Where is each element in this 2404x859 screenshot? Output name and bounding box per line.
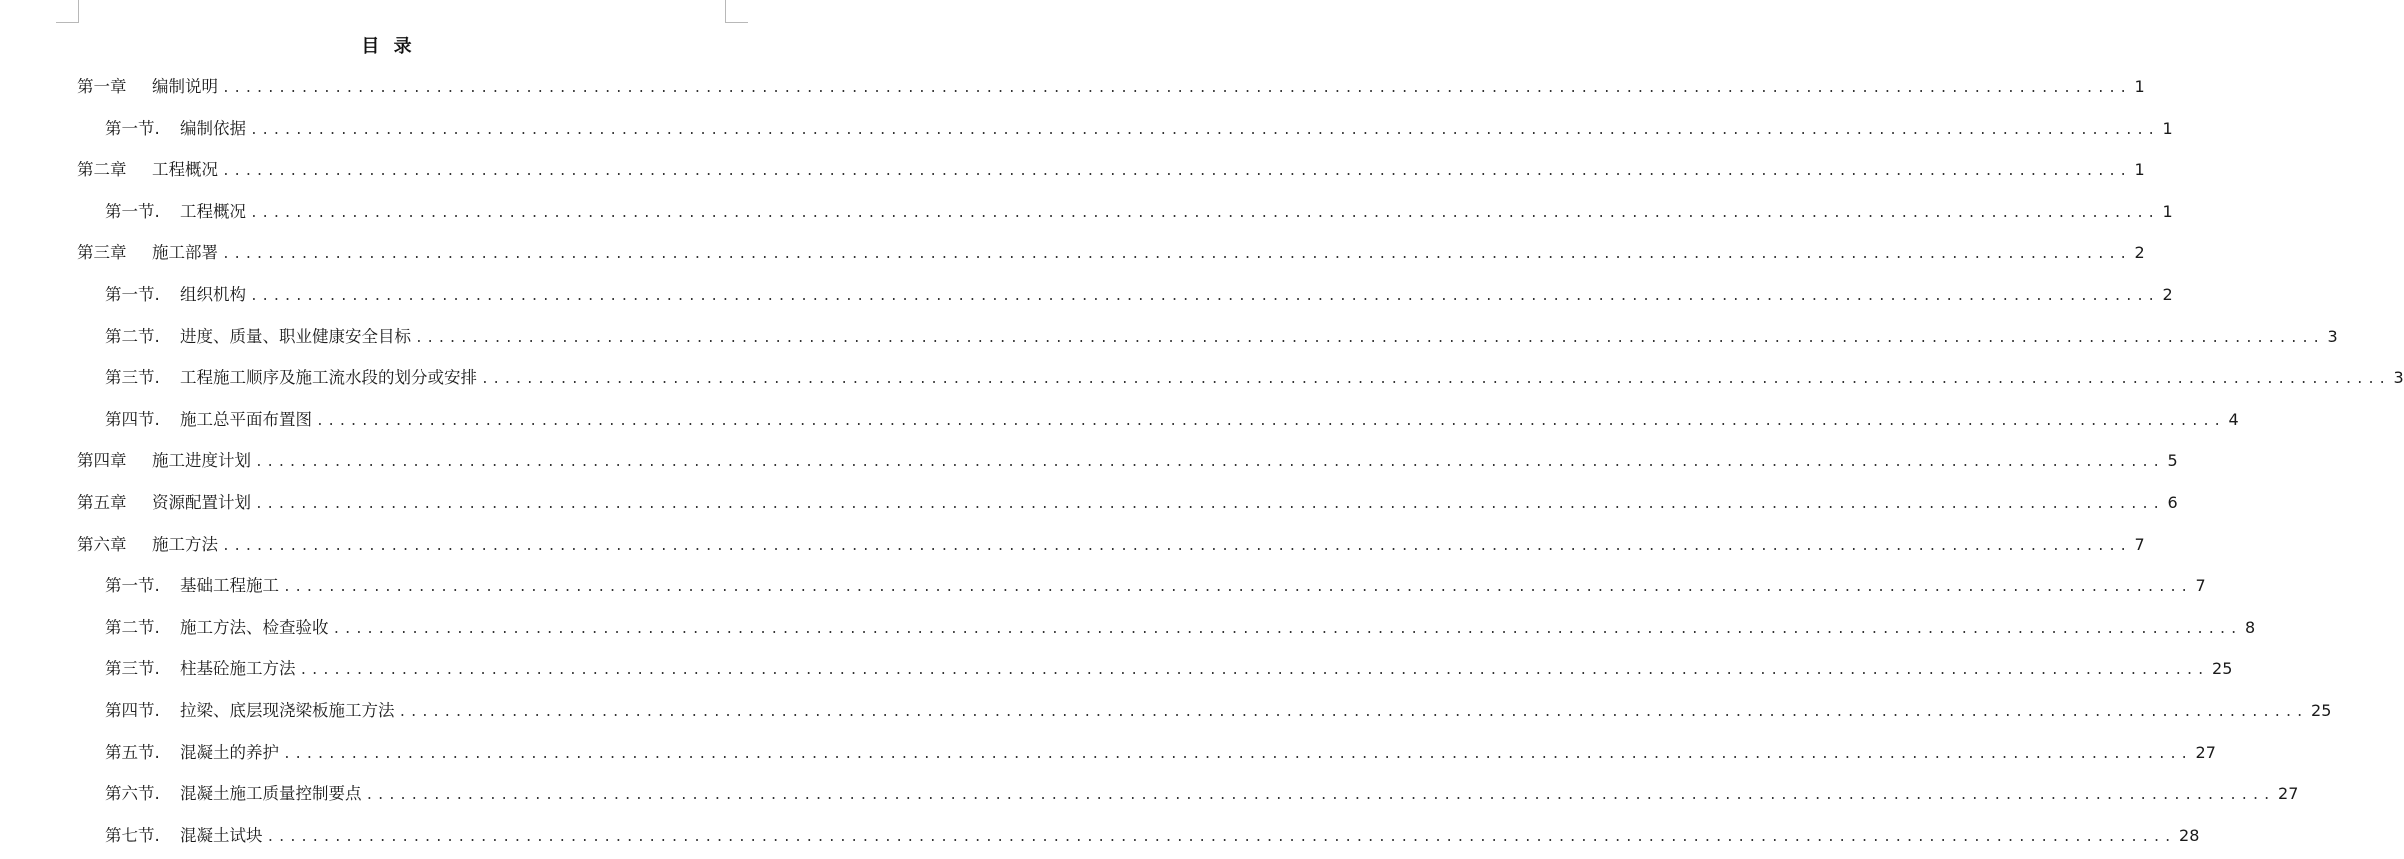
toc-entry-number: 第三章	[77, 243, 127, 263]
toc-entry-title: 工程概况	[180, 201, 246, 221]
toc-dot-leader: ..........................................................................................................................................................................	[283, 746, 2192, 762]
toc-entry-number: 第一节.	[105, 576, 160, 596]
toc-entry-number: 第四节.	[105, 409, 160, 429]
toc-entry-number: 第一章	[77, 77, 127, 96]
toc-dot-leader: ..........................................................................................................................................................................	[266, 829, 2176, 845]
toc-entry-title: 拉梁、底层现浇梁板施工方法	[180, 701, 395, 720]
toc-entry-number: 第二节.	[105, 617, 160, 637]
toc-page-number: 28	[2179, 825, 2200, 845]
toc-entry[interactable]	[105, 316, 2338, 358]
toc-page-number: 1	[2162, 118, 2173, 138]
toc-entry[interactable]	[77, 440, 2178, 482]
page-corner-mark-right	[725, 0, 748, 23]
toc-entry[interactable]	[105, 732, 2216, 774]
toc-entry-number: 第三节.	[105, 659, 160, 679]
toc-dot-leader: ..........................................................................................................................................................................	[398, 705, 2308, 720]
toc-entry-title: 混凝土的养护	[180, 742, 279, 762]
toc-dot-leader: ..........................................................................................................................................................................	[316, 413, 2225, 429]
toc-entry[interactable]	[77, 66, 2145, 108]
toc-entry-number: 第二章	[77, 160, 127, 180]
toc-dot-leader: ..........................................................................................................................................................................	[250, 289, 2159, 304]
toc-entry[interactable]	[105, 108, 2173, 150]
toc-entry[interactable]	[77, 482, 2178, 524]
toc-entry[interactable]	[105, 773, 2299, 815]
toc-entry[interactable]	[105, 191, 2173, 233]
toc-page-number: 6	[2167, 493, 2178, 512]
toc-dot-leader: ..........................................................................................................................................................................	[365, 788, 2275, 804]
toc-entry-number: 第一节.	[105, 118, 160, 138]
toc-entry[interactable]	[105, 815, 2200, 857]
toc-page-number: 1	[2162, 201, 2173, 221]
toc-entry-number: 第四节.	[105, 701, 160, 720]
toc-entry-title: 资源配置计划	[152, 493, 251, 512]
toc-dot-leader: ..........................................................................................................................................................................	[255, 455, 2164, 471]
toc-dot-leader: ..........................................................................................................................................................................	[332, 621, 2242, 637]
toc-entry-title: 工程概况	[152, 160, 218, 180]
toc-entry[interactable]	[77, 232, 2145, 274]
toc-dot-leader: ..........................................................................................................................................................................	[222, 81, 2131, 96]
toc-entry-title: 组织机构	[180, 285, 246, 304]
toc-entry-title: 编制依据	[180, 118, 246, 138]
toc-entry-number: 第三节.	[105, 368, 160, 388]
toc-page-number: 27	[2278, 784, 2299, 804]
toc-entry-number: 第一节.	[105, 285, 160, 304]
toc-entry[interactable]	[77, 149, 2145, 191]
toc-entry-title: 混凝土施工质量控制要点	[180, 784, 362, 804]
toc-entry-number: 第六章	[77, 534, 127, 554]
page-corner-mark-left	[56, 0, 79, 23]
toc-dot-leader: ..........................................................................................................................................................................	[415, 330, 2324, 346]
toc-entry-title: 基础工程施工	[180, 576, 279, 596]
toc-entry-title: 混凝土试块	[180, 825, 263, 845]
toc-page-number: 25	[2212, 659, 2233, 679]
toc-entry-title: 施工方法、检查验收	[180, 617, 329, 637]
toc-page-number: 25	[2311, 701, 2332, 720]
toc-entry[interactable]	[105, 565, 2206, 607]
toc-dot-leader: ..........................................................................................................................................................................	[222, 164, 2131, 180]
toc-entry-title: 工程施工顺序及施工流水段的划分或安排	[180, 368, 477, 388]
toc-page-number: 1	[2134, 77, 2145, 96]
toc-entry-title: 施工方法	[152, 534, 218, 554]
toc-entry[interactable]	[77, 524, 2145, 566]
toc-page-number: 2	[2162, 285, 2173, 304]
toc-page-number: 5	[2167, 451, 2178, 471]
toc-page-number: 27	[2195, 742, 2216, 762]
toc-entry[interactable]	[105, 274, 2173, 316]
toc-entry-title: 施工进度计划	[152, 451, 251, 471]
toc-entry[interactable]	[105, 690, 2332, 732]
toc-dot-leader: ..........................................................................................................................................................................	[222, 247, 2131, 263]
toc-entry[interactable]	[105, 648, 2233, 690]
toc-page-number: 3	[2393, 368, 2404, 388]
toc-dot-leader: ..........................................................................................................................................................................	[250, 122, 2159, 138]
toc-entry-number: 第七节.	[105, 825, 160, 845]
toc-page-number: 7	[2195, 576, 2206, 596]
toc-entry-number: 第五节.	[105, 742, 160, 762]
toc-entry[interactable]	[105, 607, 2256, 649]
toc-entry-number: 第一节.	[105, 201, 160, 221]
toc-dot-leader: ..........................................................................................................................................................................	[299, 663, 2209, 679]
toc-entry-title: 施工总平面布置图	[180, 409, 312, 429]
toc-entry[interactable]	[105, 357, 2404, 399]
toc-page-number: 7	[2134, 534, 2145, 554]
toc-dot-leader: ..........................................................................................................................................................................	[283, 580, 2192, 596]
toc-entry-number: 第二节.	[105, 326, 160, 346]
toc-entry-number: 第四章	[77, 451, 127, 471]
toc-entry-title: 施工部署	[152, 243, 218, 263]
toc-dot-leader: ..........................................................................................................................................................................	[481, 372, 2390, 388]
toc-page-number: 3	[2327, 326, 2338, 346]
toc-entry-title: 进度、质量、职业健康安全目标	[180, 326, 411, 346]
toc-entry-number: 第六节.	[105, 784, 160, 804]
toc-dot-leader: ..........................................................................................................................................................................	[222, 538, 2131, 554]
toc-dot-leader: ..........................................................................................................................................................................	[250, 205, 2159, 221]
toc-entry-title: 柱基砼施工方法	[180, 659, 296, 679]
toc-page-number: 8	[2245, 617, 2256, 637]
toc-page-number: 1	[2134, 160, 2145, 180]
toc-entry-title: 编制说明	[152, 77, 218, 96]
toc-page-number: 4	[2228, 409, 2239, 429]
toc-entry-number: 第五章	[77, 493, 127, 512]
toc-title: 目 录	[361, 36, 416, 57]
toc-dot-leader: ..........................................................................................................................................................................	[255, 497, 2164, 512]
toc-page-number: 2	[2134, 243, 2145, 263]
toc-entry[interactable]	[105, 399, 2239, 441]
